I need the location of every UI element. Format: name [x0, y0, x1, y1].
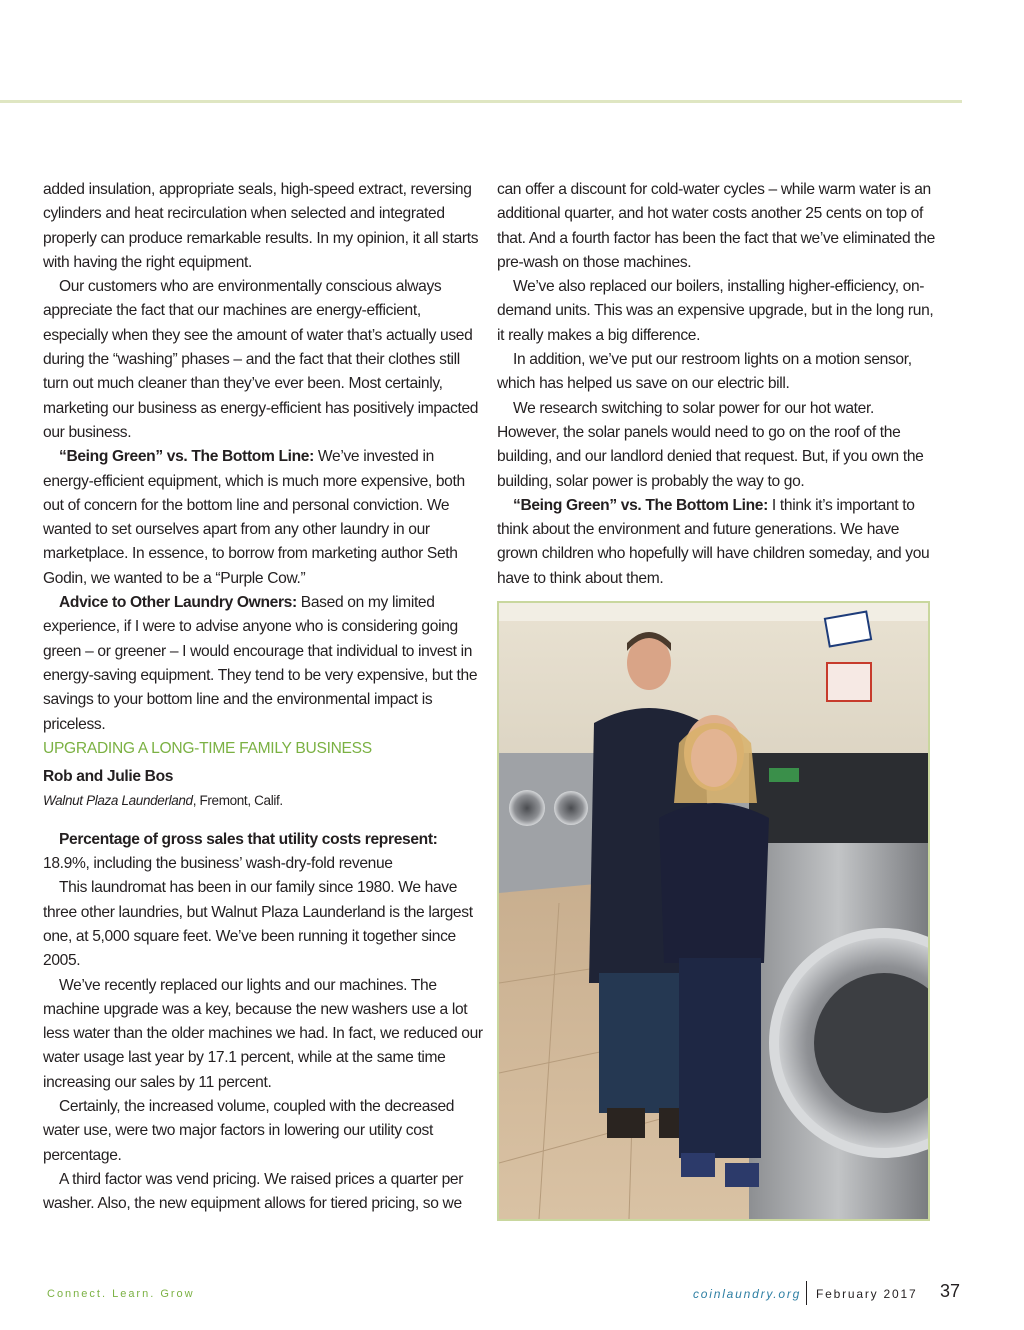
- paragraph: [497, 494, 937, 591]
- profile-names: Rob and Julie Bos: [43, 768, 174, 786]
- paragraph: [43, 828, 483, 877]
- business-name: Walnut Plaza Launderland: [43, 793, 193, 809]
- left-column: [43, 178, 483, 1216]
- laundromat-owners-photo: [497, 601, 930, 1221]
- paragraph: [43, 591, 483, 737]
- business-city: , Fremont, Calif.: [192, 793, 283, 809]
- paragraph-text: I think it’s important to think about the environment and future generations. We have grown children who hopefully will have children someday, and you have to think about them.: [497, 496, 930, 587]
- run-in-label: Percentage of gross sales that utility costs represent:: [59, 830, 438, 848]
- paragraph: We’ve recently replaced our lights and our machines. The machine upgrade was a key, because the new washers use a lot less water than the older machines we had. In fact, we reduced our water usage last year by 17.1 percent, while at the same time increasing our sales by 11 percent.: [43, 976, 483, 1091]
- paragraph-text: Based on my limited experience, if I were to advise anyone who is considering going green – or greener – I would encourage that individual to invest in energy-saving equipment. They tend to be very expensive, but the savings to your bottom line and the environmental impact is priceless.: [43, 594, 478, 733]
- paragraph: In addition, we’ve put our restroom lights on a motion sensor, which has helped us save on our electric bill.: [497, 351, 912, 393]
- footer-site-link[interactable]: coinlaundry.org: [693, 1287, 802, 1301]
- right-column: [497, 178, 937, 591]
- paragraph-text: We’ve invested in energy-efficient equipment, which is much more expensive, both out of concern for the bottom line and personal conviction. We wanted to set ourselves apart from any other laundry in our marketplace. In essence, to borrow from marketing author Seth Godin, we wanted to be a “Purple Cow.”: [43, 448, 465, 587]
- business-location: [43, 789, 483, 813]
- section-heading: UPGRADING A LONG-TIME FAMILY BUSINESS: [43, 739, 372, 757]
- paragraph-text: 18.9%, including the business’ wash-dry-fold revenue: [43, 855, 393, 873]
- paragraph: [43, 445, 483, 591]
- paragraph: We research switching to solar power for our hot water. However, the solar panels would need to go on the roof of the building, and our landlord denied that request. But, if you own the building, solar power is probably the way to go.: [497, 399, 924, 490]
- paragraph: This laundromat has been in our family since 1980. We have three other laundries, but Walnut Plaza Launderland is the largest one, at 5,000 square feet. We’ve been running it together since 2005.: [43, 879, 473, 970]
- footer-tagline: Connect. Learn. Grow: [47, 1288, 195, 1300]
- paragraph: can offer a discount for cold-water cycles – while warm water is an additional quarter, and hot water costs another 25 cents on top of that. And a fourth factor has been the fact that we’ve eliminated the pre-wash on those machines.: [497, 181, 935, 271]
- paragraph: A third factor was vend pricing. We raised prices a quarter per washer. Also, the new equipment allows for tiered pricing, so we: [43, 1170, 464, 1213]
- run-in-label: “Being Green” vs. The Bottom Line:: [513, 496, 768, 514]
- footer-divider: [806, 1281, 807, 1305]
- paragraph: Our customers who are environmentally conscious always appreciate the fact that our machines are energy-efficient, especially when they see the amount of water that’s actually used during the “washing” phases – and the fact that their clothes still turn out much cleaner than they’ve ever been. Most certainly, marketing our business as energy-efficient has positively impacted our business.: [43, 278, 479, 441]
- photo-illustration: [499, 603, 928, 1219]
- run-in-label: Advice to Other Laundry Owners:: [59, 594, 297, 612]
- run-in-label: “Being Green” vs. The Bottom Line:: [59, 448, 314, 466]
- paragraph: We’ve also replaced our boilers, installing higher-efficiency, on-demand units. This was an expensive upgrade, but in the long run, it really makes a big difference.: [497, 278, 934, 344]
- header-rule: [0, 100, 962, 103]
- footer-issue-date: February 2017: [816, 1287, 918, 1301]
- paragraph: added insulation, appropriate seals, high-speed extract, reversing cylinders and heat recirculation when selected and integrated properly can produce remarkable results. In my opinion, it all starts with having the right equipment.: [43, 181, 479, 271]
- page-number: 37: [940, 1281, 961, 1301]
- paragraph: Certainly, the increased volume, coupled with the decreased water use, were two major factors in lowering our utility cost percentage.: [43, 1097, 455, 1164]
